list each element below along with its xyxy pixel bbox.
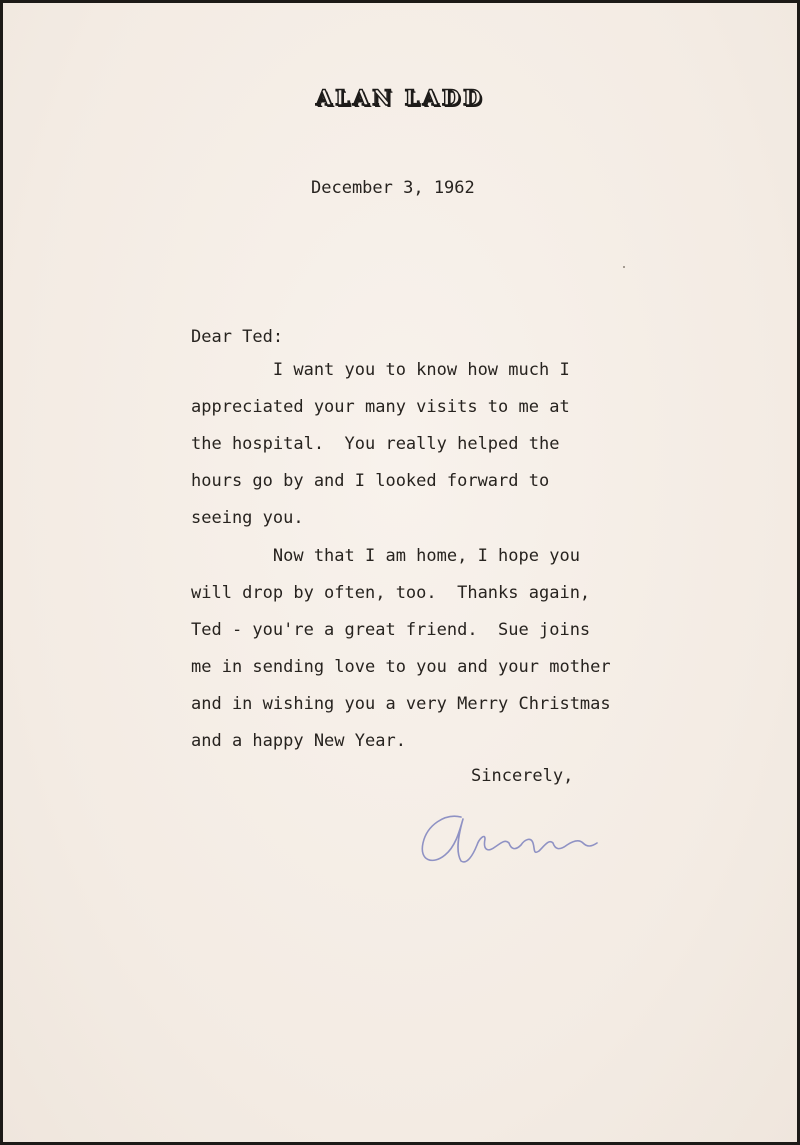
body-line: will drop by often, too. Thanks again, bbox=[191, 583, 591, 603]
body-line: appreciated your many visits to me at bbox=[191, 397, 570, 417]
letter-page bbox=[3, 3, 797, 1142]
body-line: and in wishing you a very Merry Christmas bbox=[191, 694, 611, 714]
body-line: the hospital. You really helped the bbox=[191, 434, 560, 454]
letterhead-name: ALAN LADD bbox=[315, 85, 485, 110]
body-line: me in sending love to you and your mother bbox=[191, 657, 611, 677]
body-line: hours go by and I looked forward to bbox=[191, 471, 550, 491]
paper-speck bbox=[623, 266, 625, 268]
body-line: seeing you. bbox=[191, 508, 304, 528]
body-line: and a happy New Year. bbox=[191, 731, 406, 751]
letter-date: December 3, 1962 bbox=[311, 178, 475, 198]
handwritten-signature bbox=[415, 803, 605, 873]
body-line: Now that I am home, I hope you bbox=[191, 546, 580, 566]
closing: Sincerely, bbox=[471, 766, 574, 786]
salutation: Dear Ted: bbox=[191, 327, 284, 347]
body-line: I want you to know how much I bbox=[191, 360, 570, 380]
body-line: Ted - you're a great friend. Sue joins bbox=[191, 620, 591, 640]
